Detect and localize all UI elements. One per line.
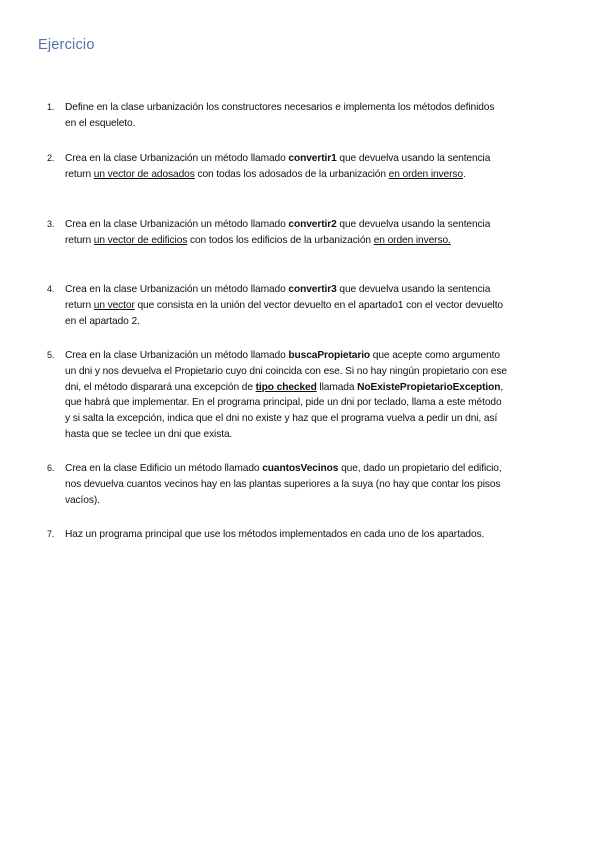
- item-text: Crea en la clase Urbanización un método llamado convertir2 que devuelva usando la sentencia return un vector de edificios con todos los edificios de la urbanización en orden inverso.: [65, 219, 491, 246]
- item-number: 6.: [47, 463, 55, 473]
- list-item-6: [47, 461, 507, 508]
- item-text: Crea en la clase Urbanización un método llamado convertir1 que devuelva usando la sentencia return un vector de adosados con todas los adosados de la urbanización en orden inverso.: [65, 153, 491, 180]
- list-item-2: [47, 151, 507, 183]
- page-title: Ejercicio: [38, 37, 95, 53]
- item-number: 5.: [47, 350, 55, 360]
- item-number: 1.: [47, 102, 55, 112]
- item-text: Haz un programa principal que use los métodos implementados en cada uno de los apartados.: [65, 529, 485, 540]
- item-text: Crea en la clase Urbanización un método llamado convertir3 que devuelva usando la sentencia return un vector que consista en la unión del vector devuelto en el apartado1 con el vector devuelto en el apartado 2.: [65, 284, 503, 327]
- item-number: 4.: [47, 284, 55, 294]
- list-item-4: [47, 282, 507, 329]
- list-item-5: [47, 348, 507, 443]
- list-item-1: [47, 100, 507, 132]
- item-text: Crea en la clase Edificio un método llamado cuantosVecinos que, dado un propietario del edificio, nos devuelva cuantos vecinos hay en las plantas superiores a la suya (no hay que contar los pisos vacíos).: [65, 463, 502, 506]
- item-text: Crea en la clase Urbanización un método llamado buscaPropietario que acepte como argumento un dni y nos devuelva el Propietario cuyo dni coincida con ese. Si no hay ningún propietario con ese dni, el método disparará una excepción de tipo checked llamada NoExistePropietarioException, que habrá que implementar. En el programa principal, pide un dni por teclado, llama a este método y si salta la excepción, indica que el dni no existe y haz que el programa vuelva a pedir un dni, así hasta que se teclee un dni que exista.: [65, 350, 507, 440]
- item-text: Define en la clase urbanización los constructores necesarios e implementa los métodos definidos en el esqueleto.: [65, 102, 495, 129]
- list-item-7: [47, 527, 507, 543]
- item-number: 7.: [47, 529, 55, 539]
- item-number: 3.: [47, 219, 55, 229]
- list-item-3: [47, 217, 507, 249]
- item-number: 2.: [47, 153, 55, 163]
